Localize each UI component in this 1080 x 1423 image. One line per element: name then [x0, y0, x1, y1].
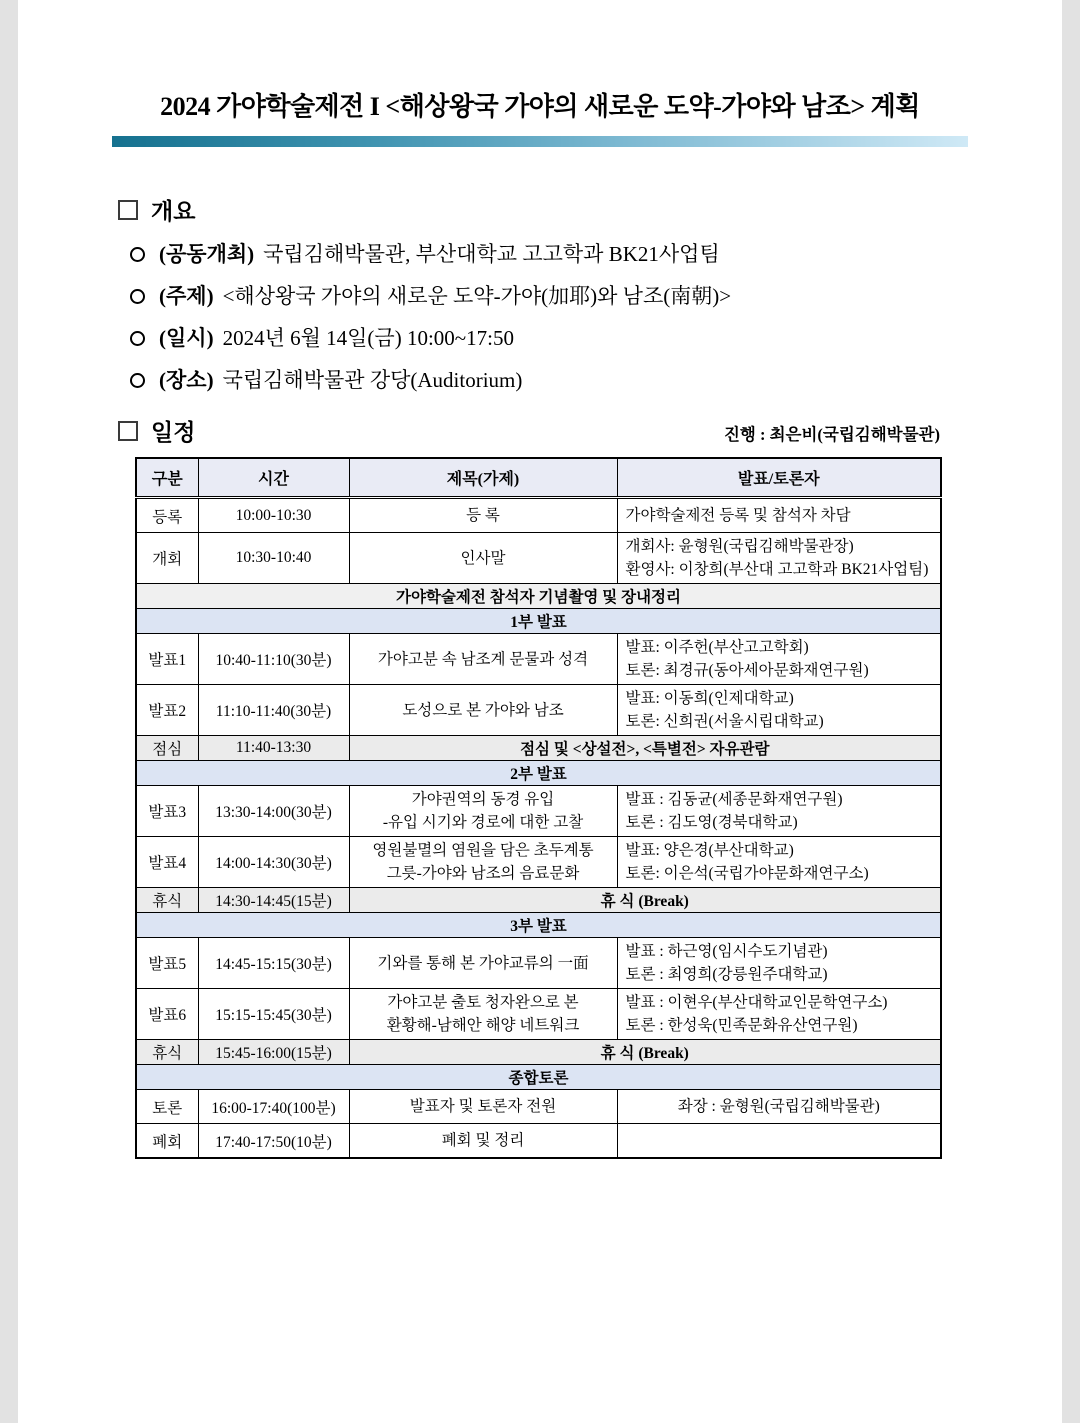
cell-time: 11:40-13:30 — [198, 736, 349, 761]
cell-time: 14:00-14:30(30분) — [198, 837, 349, 888]
people-line: 토론: 신희권(서울시립대학교) — [625, 713, 824, 730]
cell-people — [617, 786, 941, 837]
cell-category: 점심 — [136, 736, 198, 761]
list-item — [130, 283, 1062, 310]
people-line: 토론 : 김도영(경북대학교) — [625, 814, 798, 831]
cell-time: 14:45-15:15(30분) — [198, 938, 349, 989]
overview-heading — [118, 193, 1062, 226]
right-page-margin — [1062, 0, 1080, 1423]
cell-category: 발표5 — [136, 938, 198, 989]
circle-bullet-icon — [130, 331, 145, 346]
title-line: 기와를 통해 본 가야교류의 一面 — [377, 954, 589, 972]
cell-title — [349, 989, 617, 1040]
people-line: 가야학술제전 등록 및 참석자 차담 — [625, 507, 851, 524]
cell-title — [349, 786, 617, 837]
cell-title — [349, 938, 617, 989]
cell-time: 16:00-17:40(100분) — [198, 1090, 349, 1124]
table-row — [136, 761, 941, 786]
table-row — [136, 584, 941, 609]
title-line: 그릇-가야와 남조의 음료문화 — [386, 865, 580, 882]
cell-people — [617, 1090, 941, 1124]
cell-category: 토론 — [136, 1090, 198, 1124]
cell-time: 10:00-10:30 — [198, 498, 349, 533]
cell-title — [349, 685, 617, 736]
cell-merged: 휴 식 (Break) — [349, 888, 941, 913]
title-underline-bar — [112, 136, 968, 147]
section-band-cell: 3부 발표 — [136, 913, 941, 938]
cell-title — [349, 837, 617, 888]
people-line: 발표 : 이현우(부산대학교인문학연구소) — [625, 994, 888, 1011]
schedule-table-body — [136, 498, 941, 1159]
people-line: 개회사: 윤형원(국립김해박물관장) — [625, 538, 854, 555]
checkbox-icon — [118, 200, 138, 220]
cell-title — [349, 533, 617, 584]
table-row — [136, 1124, 941, 1159]
people-line: 발표 : 하근영(임시수도기념관) — [625, 943, 828, 960]
title-block — [112, 86, 968, 147]
table-row — [136, 498, 941, 533]
table-row — [136, 888, 941, 913]
cell-title — [349, 1124, 617, 1159]
table-row — [136, 1040, 941, 1065]
column-header: 구분 — [136, 458, 198, 498]
section-band-cell: 종합토론 — [136, 1065, 941, 1090]
list-item — [130, 241, 1062, 268]
cell-time: 15:45-16:00(15분) — [198, 1040, 349, 1065]
table-row — [136, 837, 941, 888]
cell-category: 발표4 — [136, 837, 198, 888]
overview-heading-label: 개요 — [151, 199, 196, 224]
item-text: 국립김해박물관, 부산대학교 고고학과 BK21사업팀 — [263, 242, 720, 266]
section-band-cell: 가야학술제전 참석자 기념촬영 및 장내정리 — [136, 584, 941, 609]
cell-people — [617, 1124, 941, 1159]
cell-people — [617, 498, 941, 533]
cell-category: 폐회 — [136, 1124, 198, 1159]
cell-title — [349, 634, 617, 685]
cell-merged: 점심 및 <상설전>, <특별전> 자유관람 — [349, 736, 941, 761]
cell-time: 13:30-14:00(30분) — [198, 786, 349, 837]
people-line: 토론 : 한성욱(민족문화유산연구원) — [625, 1017, 858, 1034]
cell-people — [617, 533, 941, 584]
circle-bullet-icon — [130, 373, 145, 388]
cell-time: 15:15-15:45(30분) — [198, 989, 349, 1040]
schedule-table — [135, 457, 942, 1159]
cell-merged: 휴 식 (Break) — [349, 1040, 941, 1065]
item-label: (일시) — [159, 326, 214, 350]
checkbox-icon — [118, 421, 138, 441]
people-line: 토론: 최경규(동아세아문화재연구원) — [625, 662, 869, 679]
table-row — [136, 609, 941, 634]
header-row — [136, 458, 941, 498]
table-row — [136, 938, 941, 989]
left-page-margin — [0, 0, 18, 1423]
column-header: 발표/토론자 — [617, 458, 941, 498]
title-line: 등 록 — [466, 507, 500, 524]
cell-title — [349, 1090, 617, 1124]
cell-category: 발표3 — [136, 786, 198, 837]
cell-time: 11:10-11:40(30분) — [198, 685, 349, 736]
schedule-heading-label: 일정 — [151, 420, 196, 445]
schedule-heading-row — [118, 414, 940, 447]
title-line: 가야고분 출토 청자완으로 본 — [387, 994, 579, 1011]
table-row — [136, 533, 941, 584]
cell-category: 발표6 — [136, 989, 198, 1040]
people-line: 발표: 이주헌(부산고고학회) — [625, 639, 809, 656]
column-header: 제목(가제) — [349, 458, 617, 498]
list-item — [130, 367, 1062, 394]
title-line: 도성으로 본 가야와 남조 — [402, 701, 564, 719]
table-row — [136, 634, 941, 685]
circle-bullet-icon — [130, 289, 145, 304]
item-text: 국립김해박물관 강당(Auditorium) — [222, 368, 523, 392]
section-band-cell: 2부 발표 — [136, 761, 941, 786]
cell-people — [617, 989, 941, 1040]
schedule-manager: 진행 : 최은비(국립김해박물관) — [723, 425, 940, 444]
table-row — [136, 786, 941, 837]
item-text: <해상왕국 가야의 새로운 도약-가야(加耶)와 남조(南朝)> — [222, 284, 732, 308]
cell-time: 17:40-17:50(10분) — [198, 1124, 349, 1159]
title-line: 가야고분 속 남조계 문물과 성격 — [377, 650, 589, 668]
table-row — [136, 736, 941, 761]
circle-bullet-icon — [130, 247, 145, 262]
people-line: 발표: 양은경(부산대학교) — [625, 842, 794, 859]
page-title: 2024 가야학술제전 I <해상왕국 가야의 새로운 도약-가야와 남조> 계획 — [160, 92, 920, 121]
people-line: 좌장 : 윤형원(국립김해박물관) — [677, 1098, 880, 1115]
table-row — [136, 989, 941, 1040]
cell-people — [617, 837, 941, 888]
cell-category: 발표2 — [136, 685, 198, 736]
document-body — [18, 0, 1062, 1423]
table-row — [136, 913, 941, 938]
title-line: 환황해-남해안 해양 네트워크 — [386, 1017, 580, 1034]
overview-list — [130, 241, 1062, 394]
cell-time: 10:30-10:40 — [198, 533, 349, 584]
item-label: (공동개최) — [159, 242, 255, 266]
people-line: 토론 : 최영희(강릉원주대학교) — [625, 966, 828, 983]
item-text: 2024년 6월 14일(금) 10:00~17:50 — [222, 326, 514, 350]
title-line: 인사말 — [460, 549, 506, 567]
table-row — [136, 1065, 941, 1090]
cell-people — [617, 938, 941, 989]
people-line: 발표: 이동희(인제대학교) — [625, 690, 794, 707]
cell-category: 발표1 — [136, 634, 198, 685]
list-item — [130, 325, 1062, 352]
title-line: 가야권역의 동경 유입 — [411, 791, 555, 808]
cell-time: 14:30-14:45(15분) — [198, 888, 349, 913]
people-line: 발표 : 김동균(세종문화재연구원) — [625, 791, 843, 808]
cell-category: 등록 — [136, 498, 198, 533]
item-label: (장소) — [159, 368, 214, 392]
section-band-cell: 1부 발표 — [136, 609, 941, 634]
title-line: 폐회 및 정리 — [441, 1132, 525, 1149]
people-line: 토론: 이은석(국립가야문화재연구소) — [625, 865, 869, 882]
title-line: 영원불멸의 염원을 담은 초두계통 — [372, 842, 594, 859]
schedule-heading — [118, 414, 195, 447]
table-row — [136, 685, 941, 736]
title-line: -유입 시기와 경로에 대한 고찰 — [382, 814, 584, 831]
cell-title — [349, 498, 617, 533]
cell-people — [617, 685, 941, 736]
cell-category: 개회 — [136, 533, 198, 584]
cell-time: 10:40-11:10(30분) — [198, 634, 349, 685]
cell-category: 휴식 — [136, 1040, 198, 1065]
table-row — [136, 1090, 941, 1124]
title-line: 발표자 및 토론자 전원 — [409, 1098, 557, 1115]
item-label: (주제) — [159, 284, 214, 308]
cell-category: 휴식 — [136, 888, 198, 913]
overview-section — [118, 193, 1062, 394]
people-line: 환영사: 이창희(부산대 고고학과 BK21사업팀) — [625, 561, 929, 578]
column-header: 시간 — [198, 458, 349, 498]
cell-people — [617, 634, 941, 685]
